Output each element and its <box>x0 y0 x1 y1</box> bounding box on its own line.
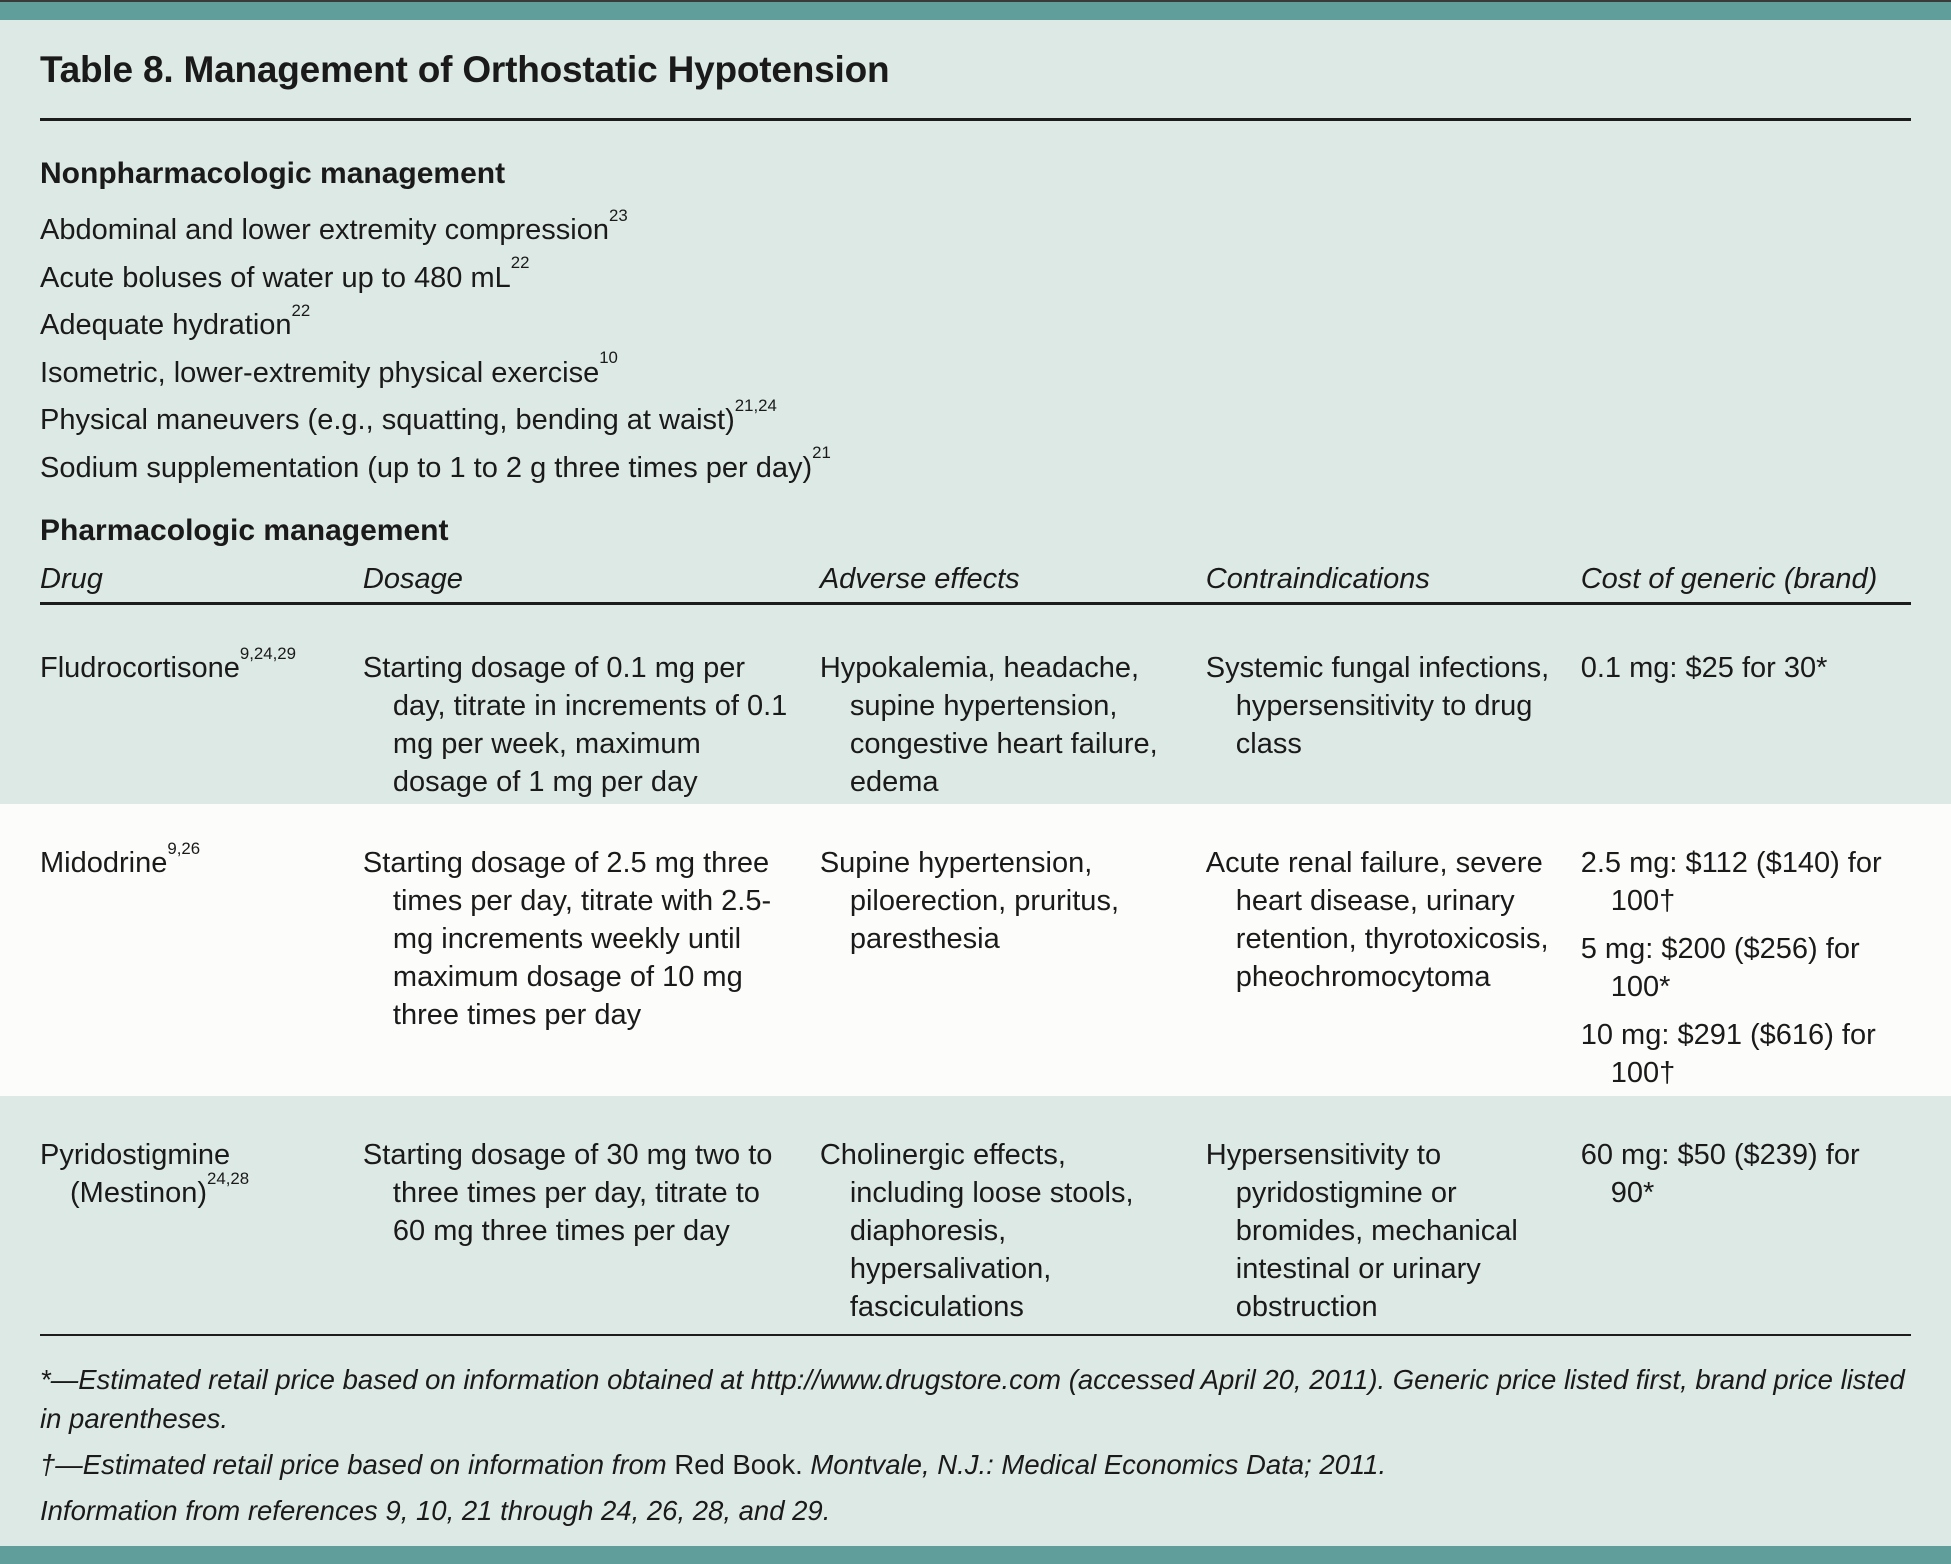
list-item <box>40 397 1911 445</box>
reference-superscript: 24,28 <box>207 1168 250 1188</box>
table-title: Table 8. Management of Orthostatic Hypotension <box>40 49 890 90</box>
dosage-cell: Starting dosage of 2.5 mg three times per day, titrate with 2.5-mg increments weekly until maximum dosage of 10 mg three times per day <box>362 847 772 1031</box>
bottom-accent-bar <box>0 1546 1951 1564</box>
table-row-pyridostigmine <box>0 1096 1951 1334</box>
section-heading-nonpharmacologic: Nonpharmacologic management <box>40 157 506 190</box>
reference-superscript: 9,24,29 <box>239 643 296 663</box>
reference-superscript: 21 <box>812 443 831 463</box>
list-item-text: Physical maneuvers (e.g., squatting, bending at waist) <box>40 404 735 436</box>
dosage-cell: Starting dosage of 0.1 mg per day, titrate in increments of 0.1 mg per week, maximum dosage of 1 mg per day <box>362 652 788 798</box>
list-item-text: Acute boluses of water up to 480 mL <box>40 261 511 294</box>
cost-cell: 60 mg: $50 ($239) for 90* <box>1580 1139 1860 1209</box>
source-note: Information from references 9, 10, 21 through 24, 26, 28, and 29. <box>40 1495 831 1526</box>
cost-entry: 2.5 mg: $112 ($140) for 100† <box>1580 847 1882 917</box>
adverse-effects-cell: Hypokalemia, headache, supine hypertension, congestive heart failure, edema <box>819 652 1158 798</box>
reference-superscript: 22 <box>510 253 530 273</box>
reference-superscript: 9,26 <box>167 838 201 858</box>
reference-superscript: 23 <box>608 205 628 225</box>
footnote-roman-segment: Red Book. <box>674 1449 803 1480</box>
contraindications-cell: Acute renal failure, severe heart disease, urinary retention, thyrotoxicosis, pheochromocytoma <box>1205 847 1549 993</box>
list-item <box>40 302 1911 350</box>
section-heading-pharmacologic: Pharmacologic management <box>40 514 449 547</box>
footnote-dagger: †—Estimated retail price based on information from Red Book. Montvale, N.J.: Medical Economics Data; 2011. <box>40 1449 1387 1480</box>
drug-name: Midodrine <box>40 847 168 879</box>
list-item-text: Sodium supplementation (up to 1 to 2 g three times per day) <box>40 451 813 484</box>
drug-name: Fludrocortisone <box>40 652 240 684</box>
list-item <box>40 350 1911 398</box>
drug-cell <box>40 1136 363 1326</box>
column-header-drug: Drug <box>40 563 103 595</box>
table-header-row <box>40 562 1911 596</box>
cost-cell: 0.1 mg: $25 for 30* <box>1580 652 1828 684</box>
footnote-asterisk: *—Estimated retail price based on information obtained at http://www.drugstore.com (accessed April 20, 2011). Generic price listed first, brand price listed in parentheses. <box>40 1364 1905 1434</box>
list-item-text: Abdominal and lower extremity compression <box>40 214 609 246</box>
top-accent-bar <box>0 0 1951 20</box>
table-row-fludrocortisone <box>0 605 1951 804</box>
list-item <box>40 207 1911 255</box>
reference-superscript: 21,24 <box>734 395 777 415</box>
column-header-dosage: Dosage <box>362 563 463 595</box>
table-row-midodrine <box>0 804 1951 1096</box>
footnote-rule <box>40 1334 1911 1336</box>
cost-cell <box>1581 844 1911 1092</box>
reference-superscript: 22 <box>291 300 311 320</box>
drug-cell <box>40 643 363 801</box>
adverse-effects-cell: Supine hypertension, piloerection, pruritus, paresthesia <box>819 847 1119 955</box>
list-item <box>40 255 1911 303</box>
contraindications-cell: Hypersensitivity to pyridostigmine or bromides, mechanical intestinal or urinary obstruction <box>1205 1139 1518 1323</box>
cost-entry: 5 mg: $200 ($256) for 100* <box>1580 933 1860 1003</box>
footnotes <box>40 1360 1911 1530</box>
title-rule <box>40 118 1911 121</box>
column-header-adverse-effects: Adverse effects <box>819 563 1020 595</box>
cost-entry: 10 mg: $291 ($616) for 100† <box>1580 1019 1876 1089</box>
drug-name: Pyridostigmine (Mestinon) <box>40 1139 231 1209</box>
dosage-cell: Starting dosage of 30 mg two to three times per day, titrate to 60 mg three times per day <box>362 1139 773 1247</box>
nonpharmacologic-list <box>40 207 1911 492</box>
contraindications-cell: Systemic fungal infections, hypersensitivity to drug class <box>1205 652 1550 760</box>
adverse-effects-cell: Cholinergic effects, including loose stools, diaphoresis, hypersalivation, fasciculations <box>819 1139 1134 1323</box>
reference-superscript: 10 <box>599 348 618 368</box>
column-header-cost: Cost of generic (brand) <box>1580 563 1878 595</box>
list-item <box>40 445 1911 493</box>
list-item-text: Adequate hydration <box>40 309 292 341</box>
column-header-contraindications: Contraindications <box>1205 563 1430 595</box>
drug-cell <box>40 838 363 1092</box>
list-item-text: Isometric, lower-extremity physical exercise <box>40 356 600 389</box>
